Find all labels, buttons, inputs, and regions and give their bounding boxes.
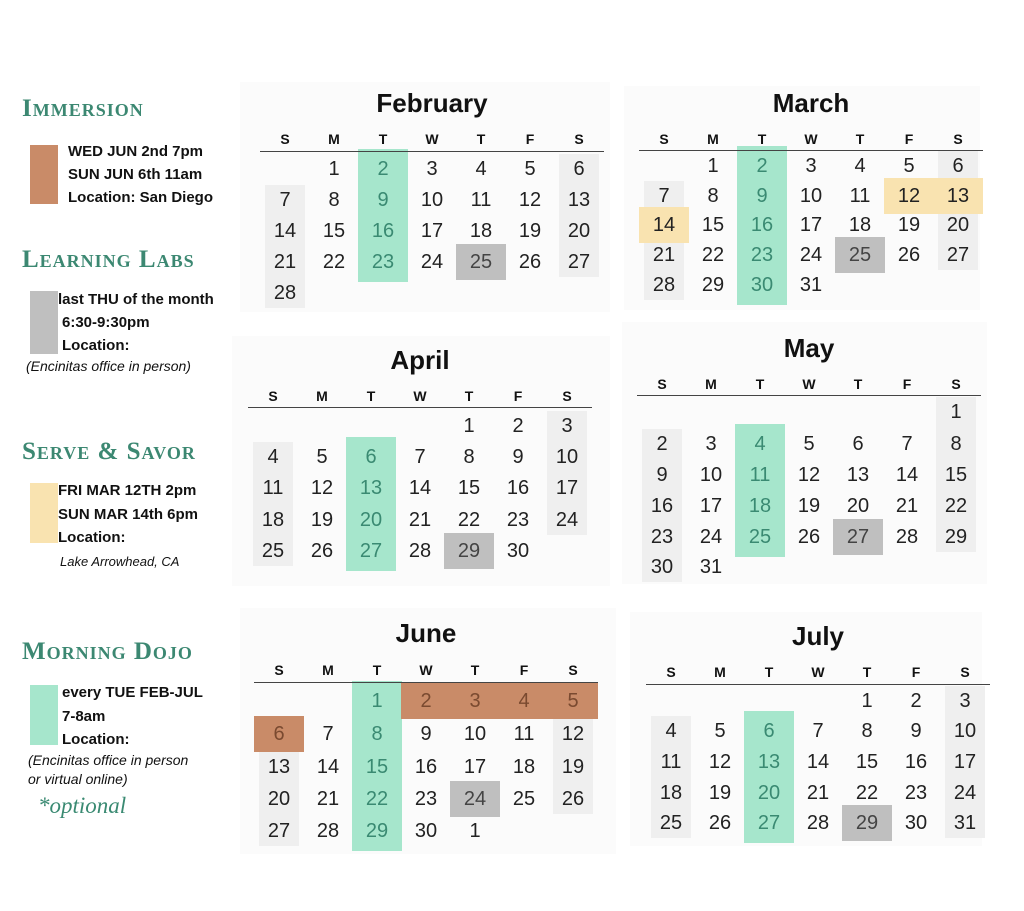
weekday-header: T (464, 388, 474, 404)
day-cell: 2 (910, 690, 922, 712)
day-cell: 19 (310, 509, 334, 531)
weekday-header: F (513, 388, 523, 404)
day-cell: 23 (650, 526, 674, 548)
day-cell: 22 (944, 495, 968, 517)
day-cell: 8 (950, 433, 962, 455)
weekday-header: W (804, 131, 818, 147)
day-cell: 27 (946, 244, 970, 266)
day-cell: 27 (846, 526, 870, 548)
legend-note: Lake Arrowhead, CA (60, 554, 180, 569)
weekday-header: M (707, 131, 719, 147)
legend-line: Location: (62, 337, 130, 354)
day-cell: 13 (757, 751, 781, 773)
day-cell: 11 (470, 189, 492, 211)
day-cell: 30 (506, 540, 530, 562)
weekday-header: S (960, 664, 970, 680)
weekday-header: S (574, 131, 584, 147)
weekday-header: F (902, 376, 912, 392)
day-cell: 3 (469, 690, 481, 712)
day-cell: 10 (555, 446, 579, 468)
day-cell: 16 (750, 214, 774, 236)
weekday-header: S (951, 376, 961, 392)
day-cell: 7 (414, 446, 426, 468)
day-cell: 21 (895, 495, 919, 517)
day-cell: 6 (573, 158, 585, 180)
header-rule (254, 682, 598, 683)
weekday-header: T (378, 131, 388, 147)
calendar-june-title: June (395, 618, 457, 648)
legend-swatch-learning-labs (30, 291, 58, 354)
day-cell: 19 (797, 495, 821, 517)
day-cell: 17 (555, 477, 579, 499)
day-cell: 4 (475, 158, 487, 180)
weekday-header: W (419, 662, 433, 678)
day-cell: 30 (650, 556, 674, 578)
day-cell: 13 (359, 477, 383, 499)
legend-note: (Encinitas office in person) (26, 358, 191, 374)
day-cell: 14 (408, 477, 432, 499)
header-rule (646, 684, 990, 685)
day-cell: 2 (377, 158, 389, 180)
legend-line: last THU of the month (58, 291, 214, 308)
weekday-header: S (280, 131, 290, 147)
day-cell: 29 (944, 526, 968, 548)
legend-line: WED JUN 2nd 7pm (68, 143, 204, 160)
day-cell: 22 (322, 251, 346, 273)
day-cell: 5 (803, 433, 815, 455)
day-cell: 16 (414, 756, 438, 778)
day-cell: 11 (513, 723, 535, 745)
day-cell: 12 (561, 723, 585, 745)
legend-line: Location: (62, 731, 130, 748)
legend-line: 6:30-9:30pm (62, 314, 150, 331)
day-cell: 27 (567, 251, 591, 273)
weekday-header: T (366, 388, 376, 404)
legend-optional-note: *optional (38, 793, 127, 818)
day-cell: 30 (904, 812, 928, 834)
day-cell: 28 (895, 526, 919, 548)
day-cell: 18 (512, 756, 536, 778)
weekday-header: F (525, 131, 535, 147)
day-cell: 17 (463, 756, 487, 778)
legend-line: Location: San Diego (68, 189, 214, 206)
day-cell: 20 (359, 509, 383, 531)
legend-line: 7-8am (62, 708, 106, 725)
day-cell: 3 (426, 158, 438, 180)
day-cell: 15 (457, 477, 481, 499)
day-cell: 7 (812, 720, 824, 742)
weekday-header: F (911, 664, 921, 680)
day-cell: 19 (518, 220, 542, 242)
header-rule (637, 395, 981, 396)
weekday-header: M (328, 131, 340, 147)
day-cell: 1 (371, 690, 383, 712)
day-cell: 1 (328, 158, 340, 180)
calendar-may-title: May (783, 333, 835, 363)
day-cell: 12 (797, 464, 821, 486)
day-cell: 24 (463, 788, 487, 810)
day-cell: 15 (701, 214, 725, 236)
weekday-header: S (666, 664, 676, 680)
day-cell: 31 (799, 274, 823, 296)
day-cell: 9 (756, 185, 768, 207)
weekday-header: T (855, 131, 865, 147)
day-cell: 15 (944, 464, 968, 486)
day-cell: 22 (457, 509, 481, 531)
day-cell: 5 (524, 158, 536, 180)
day-cell: 9 (910, 720, 922, 742)
day-cell: 3 (959, 690, 971, 712)
day-cell: 8 (328, 189, 340, 211)
day-cell: 18 (469, 220, 493, 242)
day-cell: 11 (262, 477, 284, 499)
day-cell: 12 (310, 477, 334, 499)
day-cell: 26 (708, 812, 732, 834)
day-cell: 9 (656, 464, 668, 486)
day-cell: 14 (316, 756, 340, 778)
day-cell: 1 (463, 415, 475, 437)
day-cell: 3 (805, 155, 817, 177)
day-cell: 14 (273, 220, 297, 242)
weekday-header: S (659, 131, 669, 147)
weekday-header: S (657, 376, 667, 392)
day-cell: 10 (463, 723, 487, 745)
day-cell: 5 (316, 446, 328, 468)
day-cell: 20 (757, 782, 781, 804)
weekday-header: S (562, 388, 572, 404)
day-cell: 4 (854, 155, 866, 177)
day-cell: 24 (699, 526, 723, 548)
legend-line: FRI MAR 12TH 2pm (58, 482, 197, 499)
day-cell: 1 (707, 155, 719, 177)
day-cell: 23 (414, 788, 438, 810)
day-cell: 28 (806, 812, 830, 834)
weekday-header: M (714, 664, 726, 680)
day-cell: 8 (463, 446, 475, 468)
day-cell: 24 (799, 244, 823, 266)
legend-note: or virtual online) (28, 771, 128, 787)
day-cell: 17 (953, 751, 977, 773)
weekday-header: T (470, 662, 480, 678)
day-cell: 25 (261, 540, 285, 562)
day-cell: 17 (799, 214, 823, 236)
day-cell: 17 (420, 220, 444, 242)
day-cell: 14 (895, 464, 919, 486)
day-cell: 2 (420, 690, 432, 712)
weekday-header: S (268, 388, 278, 404)
calendar-february-title: February (376, 88, 488, 118)
day-cell: 6 (273, 723, 285, 745)
day-cell: 16 (506, 477, 530, 499)
day-cell: 27 (267, 820, 291, 842)
weekday-header: F (904, 131, 914, 147)
weekday-header: M (705, 376, 717, 392)
day-cell: 4 (665, 720, 677, 742)
day-cell: 12 (518, 189, 542, 211)
day-cell: 12 (897, 185, 921, 207)
day-cell: 17 (699, 495, 723, 517)
day-cell: 26 (797, 526, 821, 548)
day-cell: 28 (273, 282, 297, 304)
weekday-header: T (372, 662, 382, 678)
weekday-header: T (476, 131, 486, 147)
day-cell: 11 (849, 185, 871, 207)
day-cell: 16 (371, 220, 395, 242)
legend-line: SUN JUN 6th 11am (68, 166, 203, 183)
day-cell: 23 (371, 251, 395, 273)
day-cell: 21 (316, 788, 340, 810)
day-cell: 12 (708, 751, 732, 773)
weekday-header: M (316, 388, 328, 404)
header-rule (248, 407, 592, 408)
day-cell: 31 (953, 812, 977, 834)
weekday-header: T (853, 376, 863, 392)
day-cell: 24 (555, 509, 579, 531)
day-cell: 21 (273, 251, 297, 273)
day-cell: 16 (650, 495, 674, 517)
weekday-header: S (953, 131, 963, 147)
weekday-header: S (568, 662, 578, 678)
day-cell: 29 (365, 820, 389, 842)
calendar-april-title: April (390, 345, 450, 375)
day-cell: 22 (365, 788, 389, 810)
day-cell: 24 (953, 782, 977, 804)
legend-swatch-serve-savor (30, 483, 58, 543)
day-cell: 3 (561, 415, 573, 437)
day-cell: 20 (946, 214, 970, 236)
day-cell: 20 (567, 220, 591, 242)
weekday-header: W (413, 388, 427, 404)
legend-line: Location: (58, 529, 126, 546)
day-cell: 25 (748, 526, 772, 548)
day-cell: 11 (749, 464, 771, 486)
legend-line: SUN MAR 14th 6pm (58, 506, 199, 523)
day-cell: 7 (279, 189, 291, 211)
day-cell: 2 (756, 155, 768, 177)
day-cell: 4 (267, 446, 279, 468)
legend-title-immersion: Immersion (22, 95, 144, 122)
day-cell: 16 (904, 751, 928, 773)
day-cell: 13 (946, 185, 970, 207)
day-cell: 27 (757, 812, 781, 834)
legend-title-serve-savor: Serve & Savor (22, 438, 196, 465)
day-cell: 29 (855, 812, 879, 834)
legend-note: (Encinitas office in person (28, 752, 189, 768)
next-month-day: 1 (469, 820, 481, 842)
weekday-header: T (757, 131, 767, 147)
day-cell: 28 (408, 540, 432, 562)
day-cell: 18 (659, 782, 683, 804)
day-cell: 5 (903, 155, 915, 177)
day-cell: 23 (506, 509, 530, 531)
legend-title-learning-labs: Learning Labs (22, 246, 195, 273)
calendar-march-title: March (772, 88, 850, 118)
day-cell: 25 (512, 788, 536, 810)
day-cell: 2 (512, 415, 524, 437)
day-cell: 13 (267, 756, 291, 778)
day-cell: 10 (953, 720, 977, 742)
day-cell: 25 (848, 244, 872, 266)
day-cell: 6 (763, 720, 775, 742)
day-cell: 18 (848, 214, 872, 236)
day-cell: 8 (371, 723, 383, 745)
day-cell: 22 (855, 782, 879, 804)
day-cell: 6 (952, 155, 964, 177)
day-cell: 30 (414, 820, 438, 842)
day-cell: 20 (267, 788, 291, 810)
day-cell: 26 (897, 244, 921, 266)
day-cell: 1 (950, 401, 962, 423)
day-cell: 21 (652, 244, 676, 266)
day-cell: 6 (852, 433, 864, 455)
day-cell: 6 (365, 446, 377, 468)
weekday-header: F (519, 662, 529, 678)
legend-swatch-immersion (30, 145, 58, 204)
weekday-header: T (862, 664, 872, 680)
day-cell: 27 (359, 540, 383, 562)
day-cell: 8 (707, 185, 719, 207)
day-cell: 15 (855, 751, 879, 773)
legend-line: every TUE FEB-JUL (62, 684, 203, 701)
header-rule (260, 151, 604, 152)
weekday-header: T (764, 664, 774, 680)
day-cell: 14 (652, 214, 676, 236)
calendar-july-title: July (791, 621, 845, 651)
weekday-header: T (755, 376, 765, 392)
day-cell: 5 (714, 720, 726, 742)
day-cell: 3 (705, 433, 717, 455)
day-cell: 21 (408, 509, 432, 531)
weekday-header: W (811, 664, 825, 680)
day-cell: 20 (846, 495, 870, 517)
day-cell: 21 (806, 782, 830, 804)
day-cell: 10 (420, 189, 444, 211)
day-cell: 26 (561, 788, 585, 810)
day-cell: 28 (316, 820, 340, 842)
day-cell: 29 (457, 540, 481, 562)
day-cell: 15 (365, 756, 389, 778)
day-cell: 11 (660, 751, 682, 773)
weekday-header: W (425, 131, 439, 147)
day-cell: 19 (561, 756, 585, 778)
day-cell: 2 (656, 433, 668, 455)
day-cell: 26 (310, 540, 334, 562)
day-cell: 29 (701, 274, 725, 296)
day-cell: 7 (322, 723, 334, 745)
day-cell: 7 (658, 185, 670, 207)
legend-swatch-morning-dojo (30, 685, 58, 745)
weekday-header: S (274, 662, 284, 678)
legend-title-morning-dojo: Morning Dojo (22, 638, 193, 665)
day-cell: 25 (659, 812, 683, 834)
day-cell: 1 (861, 690, 873, 712)
day-cell: 14 (806, 751, 830, 773)
day-cell: 4 (754, 433, 766, 455)
day-cell: 5 (567, 690, 579, 712)
day-cell: 23 (750, 244, 774, 266)
weekday-header: M (322, 662, 334, 678)
day-cell: 7 (901, 433, 913, 455)
day-cell: 18 (748, 495, 772, 517)
day-cell: 23 (904, 782, 928, 804)
weekday-header: W (802, 376, 816, 392)
day-cell: 9 (377, 189, 389, 211)
day-cell: 18 (261, 509, 285, 531)
day-cell: 31 (699, 556, 723, 578)
day-cell: 25 (469, 251, 493, 273)
day-cell: 15 (322, 220, 346, 242)
day-cell: 8 (861, 720, 873, 742)
day-cell: 24 (420, 251, 444, 273)
day-cell: 26 (518, 251, 542, 273)
day-cell: 13 (846, 464, 870, 486)
day-cell: 28 (652, 274, 676, 296)
day-cell: 10 (799, 185, 823, 207)
day-cell: 9 (512, 446, 524, 468)
day-cell: 10 (699, 464, 723, 486)
day-cell: 19 (897, 214, 921, 236)
day-cell: 19 (708, 782, 732, 804)
day-cell: 9 (420, 723, 432, 745)
day-cell: 30 (750, 274, 774, 296)
day-cell: 4 (518, 690, 530, 712)
day-cell: 22 (701, 244, 725, 266)
day-cell: 13 (567, 189, 591, 211)
